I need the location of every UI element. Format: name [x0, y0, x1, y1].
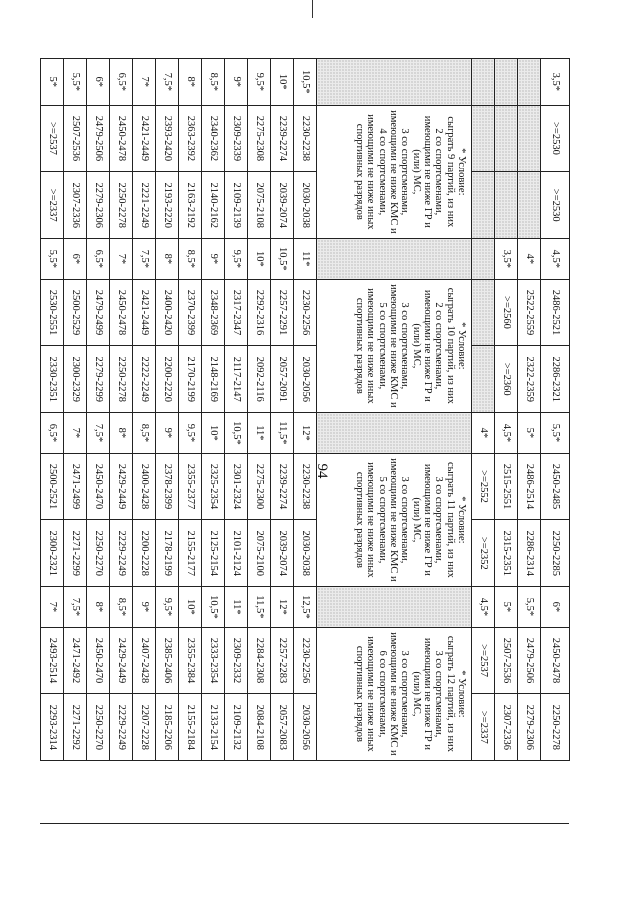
table-cell: 2250-2278 — [110, 346, 133, 413]
table-row — [179, 59, 202, 824]
table-cell: 5,5* — [518, 587, 541, 627]
table-cell: 2385-2406 — [156, 627, 179, 694]
table-cell: 2117-2147 — [225, 346, 248, 413]
table-cell: 2221-2249 — [133, 172, 156, 239]
table-row — [518, 59, 541, 824]
table-cell: 2309-2332 — [225, 627, 248, 694]
table-cell: 2300-2329 — [64, 346, 87, 413]
table-row — [202, 59, 225, 824]
table-cell: 2393-2420 — [156, 105, 179, 172]
table-cell: 4,5* — [495, 413, 518, 453]
table-cell — [472, 59, 495, 106]
table-cell: 2133-2154 — [202, 694, 225, 761]
table-cell: 2363-2392 — [179, 105, 202, 172]
table-cell: 2229-2249 — [110, 694, 133, 761]
condition-line: 3 со спортсменами, имеющими не ниже ГР и (или) МС, — [410, 463, 445, 576]
table-cell: 5,5* — [41, 239, 64, 279]
condition-line: 3 со спортсменами, имеющими не ниже ГР и (или) МС, — [410, 637, 445, 750]
margin-cell — [317, 761, 472, 824]
table-row — [133, 59, 156, 824]
table-cell: 2530-2551 — [41, 279, 64, 346]
margin-cell — [294, 761, 317, 824]
table-cell: 2522-2559 — [518, 279, 541, 346]
table-cell: 4,5* — [472, 587, 495, 627]
table-cell: >=2337 — [41, 172, 64, 239]
table-cell: 10* — [202, 413, 225, 453]
condition-note — [317, 627, 472, 761]
table-cell: 2370-2399 — [179, 279, 202, 346]
table-cell: 8,5* — [202, 59, 225, 106]
table-cell — [518, 59, 541, 106]
table-cell: 2250-2270 — [87, 520, 110, 587]
table-cell: 4* — [518, 239, 541, 279]
table-cell: 2284-2308 — [248, 627, 271, 694]
rating-requirements-table — [40, 58, 570, 824]
table-cell: 2200-2220 — [156, 346, 179, 413]
table-cell: 12,5* — [294, 587, 317, 627]
condition-line: 2 со спортсменами, имеющими не ниже ГР и (или) МС, — [410, 115, 445, 228]
table-cell: 9* — [133, 587, 156, 627]
table-cell: 2507-2536 — [64, 105, 87, 172]
table-cell: 2421-2449 — [133, 105, 156, 172]
table-cell: 2292-2316 — [248, 279, 271, 346]
table-cell: 10,5* — [294, 59, 317, 106]
table-cell: 8* — [156, 239, 179, 279]
shaded-cell — [317, 239, 472, 279]
table-cell: 2250-2270 — [87, 694, 110, 761]
table-cell: 2271-2292 — [64, 694, 87, 761]
table-cell: 2348-2369 — [202, 279, 225, 346]
margin-cell — [495, 761, 518, 824]
condition-line: * Условие: — [456, 148, 467, 196]
table-cell: 2307-2336 — [495, 694, 518, 761]
table-body — [41, 59, 570, 824]
table-cell: 10* — [271, 59, 294, 106]
table-cell: 2109-2132 — [225, 694, 248, 761]
table-cell — [472, 279, 495, 346]
margin-cell — [202, 761, 225, 824]
table-row — [495, 59, 518, 824]
table-cell: 2279-2306 — [87, 172, 110, 239]
table-cell: 9,5* — [248, 59, 271, 106]
margin-cell — [64, 761, 87, 824]
table-cell: 2250-2278 — [541, 694, 570, 761]
table-cell: 8,5* — [179, 239, 202, 279]
table-cell: 2057-2091 — [271, 346, 294, 413]
table-cell: 2293-2314 — [41, 694, 64, 761]
table-cell: 8,5* — [110, 587, 133, 627]
table-cell — [518, 105, 541, 172]
table-cell: 3,5* — [541, 59, 570, 106]
table-cell: 2429-2449 — [110, 627, 133, 694]
table-cell: 2330-2351 — [41, 346, 64, 413]
table-cell: 2355-2377 — [179, 453, 202, 520]
table-cell: 2507-2536 — [495, 627, 518, 694]
table-cell: 6,5* — [87, 239, 110, 279]
table-cell: 2325-2354 — [202, 453, 225, 520]
table-cell: 2400-2420 — [156, 279, 179, 346]
table-cell: 7,5* — [133, 239, 156, 279]
margin-cell — [271, 761, 294, 824]
table-cell: 6,5* — [110, 59, 133, 106]
table-cell: 2230-2256 — [294, 627, 317, 694]
table-cell: 2101-2124 — [225, 520, 248, 587]
table-cell: 2471-2499 — [64, 453, 87, 520]
table-cell: 2279-2299 — [87, 346, 110, 413]
table-cell: 9,5* — [156, 587, 179, 627]
table-cell: >=2560 — [495, 279, 518, 346]
table-cell: 2257-2283 — [271, 627, 294, 694]
condition-line: сыграть 10 партий, из них — [444, 287, 456, 404]
condition-line: 4 со спортсменами, имеющими не ниже иных спортивных разрядов — [354, 114, 388, 230]
table-cell: 2286-2321 — [541, 346, 570, 413]
table-cell: 7* — [133, 59, 156, 106]
table-cell: 2148-2169 — [202, 346, 225, 413]
table-cell: 4,5* — [541, 239, 570, 279]
condition-line: 3 со спортсменами, имеющими не ниже КМС и — [388, 110, 411, 234]
margin-cell — [518, 761, 541, 824]
table-cell: 2271-2299 — [64, 520, 87, 587]
table-cell: 2479-2506 — [518, 627, 541, 694]
shaded-cell — [317, 59, 472, 106]
table-cell: 2178-2199 — [156, 520, 179, 587]
table-cell: 2030-2038 — [294, 520, 317, 587]
condition-line: сыграть 12 партий, из них — [444, 635, 456, 752]
table-row — [248, 59, 271, 824]
table-cell: 2450-2470 — [87, 453, 110, 520]
table-cell: 2039-2074 — [271, 172, 294, 239]
table-cell: 2493-2514 — [41, 627, 64, 694]
table-cell: 10,5* — [225, 413, 248, 453]
margin-cell — [133, 761, 156, 824]
table-cell: 2407-2428 — [133, 627, 156, 694]
table-cell: 2333-2354 — [202, 627, 225, 694]
table-cell: >=2530 — [541, 172, 570, 239]
table-cell: 2030-2038 — [294, 172, 317, 239]
table-cell: 5,5* — [541, 413, 570, 453]
table-cell: 2450-2478 — [110, 105, 133, 172]
table-cell: >=2352 — [472, 520, 495, 587]
table-cell: 10,5* — [271, 239, 294, 279]
table-cell: 11* — [248, 413, 271, 453]
table-cell: 11,5* — [271, 413, 294, 453]
table-cell: 6* — [64, 239, 87, 279]
table-cell: 9,5* — [225, 239, 248, 279]
condition-line: * Условие: — [456, 496, 467, 544]
margin-cell — [110, 761, 133, 824]
margin-cell — [179, 761, 202, 824]
margin-cell — [87, 761, 110, 824]
table-row — [110, 59, 133, 824]
table-cell: >=2337 — [472, 694, 495, 761]
table-cell: 2355-2384 — [179, 627, 202, 694]
shaded-cell — [317, 587, 472, 627]
table-cell: 2163-2192 — [179, 172, 202, 239]
table-cell: 2275-2300 — [248, 453, 271, 520]
table-cell — [495, 105, 518, 172]
table-cell: 8,5* — [133, 413, 156, 453]
margin-cell — [248, 761, 271, 824]
condition-line: * Условие: — [456, 322, 467, 370]
table-cell: 6,5* — [41, 413, 64, 453]
table-cell: 2322-2359 — [518, 346, 541, 413]
table-cell: 10* — [179, 587, 202, 627]
table-cell: 2450-2485 — [541, 453, 570, 520]
table-cell: 2479-2506 — [87, 105, 110, 172]
table-cell: 7,5* — [156, 59, 179, 106]
condition-line: сыграть 11 партий, из них — [444, 462, 456, 578]
table-cell: 5* — [495, 587, 518, 627]
table-cell: 2230-2238 — [294, 105, 317, 172]
condition-note — [317, 105, 472, 239]
table-row — [87, 59, 110, 824]
table-cell: 5* — [41, 59, 64, 106]
table-cell: 12* — [294, 413, 317, 453]
table-cell: 2471-2492 — [64, 627, 87, 694]
table-cell: 12* — [271, 587, 294, 627]
table-cell: 9,5* — [179, 413, 202, 453]
table-cell: 2084-2108 — [248, 694, 271, 761]
condition-line: * Условие: — [456, 670, 467, 718]
table-cell: 2222-2249 — [133, 346, 156, 413]
table-cell: 2030-2056 — [294, 346, 317, 413]
table-cell — [518, 172, 541, 239]
table-row — [472, 59, 495, 824]
table-cell: 2500-2529 — [64, 279, 87, 346]
table-cell: 2279-2306 — [518, 694, 541, 761]
table-cell: 10,5* — [202, 587, 225, 627]
table-cell: 2250-2285 — [541, 520, 570, 587]
table-cell: 2230-2238 — [294, 453, 317, 520]
table-cell: >=2530 — [541, 105, 570, 172]
table-cell: 2250-2278 — [110, 172, 133, 239]
table-cell: 2075-2100 — [248, 520, 271, 587]
table-cell: 2125-2154 — [202, 520, 225, 587]
table-cell: >=2537 — [41, 105, 64, 172]
top-rule — [312, 0, 313, 18]
table-row — [64, 59, 87, 824]
table-cell: 2378-2399 — [156, 453, 179, 520]
table-cell: 2193-2220 — [156, 172, 179, 239]
condition-line: сыграть 9 партий, из них — [444, 116, 456, 228]
table-row — [294, 59, 317, 824]
table-cell: 2500-2521 — [41, 453, 64, 520]
table-cell — [495, 172, 518, 239]
margin-cell — [225, 761, 248, 824]
table-cell — [472, 239, 495, 279]
table-cell: 11,5* — [248, 587, 271, 627]
table-cell: >=2360 — [495, 346, 518, 413]
table-cell: 2200-2228 — [133, 520, 156, 587]
table-cell: 2340-2362 — [202, 105, 225, 172]
table-cell: 2479-2499 — [87, 279, 110, 346]
margin-cell — [541, 761, 570, 824]
table-cell: 11* — [225, 587, 248, 627]
table-cell: 7* — [110, 239, 133, 279]
table-cell: 2155-2184 — [179, 694, 202, 761]
condition-line: 3 со спортсменами, имеющими не ниже КМС и — [388, 632, 411, 756]
table-cell: 2140-2162 — [202, 172, 225, 239]
table-cell: 7,5* — [64, 587, 87, 627]
table-cell: 2030-2056 — [294, 694, 317, 761]
table-cell: 2421-2449 — [133, 279, 156, 346]
table-cell: 2239-2274 — [271, 105, 294, 172]
table-cell: 2109-2139 — [225, 172, 248, 239]
table-cell: 2039-2074 — [271, 520, 294, 587]
table-cell: 7* — [64, 413, 87, 453]
table-cell: 2092-2116 — [248, 346, 271, 413]
table-row — [156, 59, 179, 824]
table-cell: 2301-2324 — [225, 453, 248, 520]
shaded-cell — [317, 413, 472, 453]
table-cell — [472, 172, 495, 239]
condition-line: 5 со спортсменами, имеющими не ниже иных спортивных разрядов — [354, 288, 388, 404]
table-cell: 10* — [248, 239, 271, 279]
table-row — [541, 59, 570, 824]
condition-line: 5 со спортсменами, имеющими не ниже иных спортивных разрядов — [354, 462, 388, 578]
table-row — [41, 59, 64, 824]
table-cell: 2317-2347 — [225, 279, 248, 346]
margin-cell — [156, 761, 179, 824]
table-cell: 2257-2291 — [271, 279, 294, 346]
table-cell: 2275-2308 — [248, 105, 271, 172]
conditions-row — [317, 59, 472, 824]
condition-line: 3 со спортсменами, имеющими не ниже КМС и — [388, 458, 411, 582]
table-cell: 2450-2478 — [541, 627, 570, 694]
table-cell: 9* — [202, 239, 225, 279]
table-cell: 7* — [41, 587, 64, 627]
table-cell: 5* — [518, 413, 541, 453]
table-cell: 2185-2206 — [156, 694, 179, 761]
table-cell: 2486-2521 — [541, 279, 570, 346]
table-cell: 2300-2321 — [41, 520, 64, 587]
table-cell: 2286-2314 — [518, 520, 541, 587]
table-cell: 2486-2514 — [518, 453, 541, 520]
table-cell: 8* — [87, 587, 110, 627]
table-cell: 2450-2478 — [110, 279, 133, 346]
requirements-table-wrapper — [46, 58, 570, 824]
table-cell: 2239-2274 — [271, 453, 294, 520]
table-cell: 2515-2551 — [495, 453, 518, 520]
table-cell: 2207-2228 — [133, 694, 156, 761]
table-cell: 4* — [472, 413, 495, 453]
condition-line: 6 со спортсменами, имеющими не ниже иных спортивных разрядов — [354, 636, 388, 752]
table-cell — [472, 105, 495, 172]
page-number: 94 — [314, 463, 330, 479]
table-cell: 2057-2083 — [271, 694, 294, 761]
table-cell: 2229-2249 — [110, 520, 133, 587]
table-cell: >=2552 — [472, 453, 495, 520]
table-cell: 7,5* — [87, 413, 110, 453]
table-cell: 8* — [179, 59, 202, 106]
table-cell: 2155-2177 — [179, 520, 202, 587]
table-cell: 3,5* — [495, 239, 518, 279]
margin-cell — [472, 761, 495, 824]
table-row — [225, 59, 248, 824]
margin-cell — [41, 761, 64, 824]
table-cell: 2230-2256 — [294, 279, 317, 346]
condition-note — [317, 453, 472, 587]
table-cell: 11* — [294, 239, 317, 279]
condition-line: 2 со спортсменами, имеющими не ниже ГР и (или) МС, — [410, 289, 445, 402]
table-cell: 6* — [541, 587, 570, 627]
table-cell: 6* — [87, 59, 110, 106]
table-cell: >=2537 — [472, 627, 495, 694]
table-cell: 9* — [225, 59, 248, 106]
table-cell: 2309-2339 — [225, 105, 248, 172]
condition-line: 3 со спортсменами, имеющими не ниже КМС и — [388, 284, 411, 408]
table-cell: 2429-2449 — [110, 453, 133, 520]
table-cell — [495, 59, 518, 106]
table-cell: 2400-2428 — [133, 453, 156, 520]
table-cell: 8* — [110, 413, 133, 453]
table-cell: 2307-2336 — [64, 172, 87, 239]
condition-note — [317, 279, 472, 413]
table-cell: 2170-2199 — [179, 346, 202, 413]
table-cell: 2075-2108 — [248, 172, 271, 239]
table-cell: 2315-2351 — [495, 520, 518, 587]
table-row — [271, 59, 294, 824]
table-cell: 9* — [156, 413, 179, 453]
table-cell — [472, 346, 495, 413]
table-cell: 5,5* — [64, 59, 87, 106]
table-cell: 2450-2470 — [87, 627, 110, 694]
